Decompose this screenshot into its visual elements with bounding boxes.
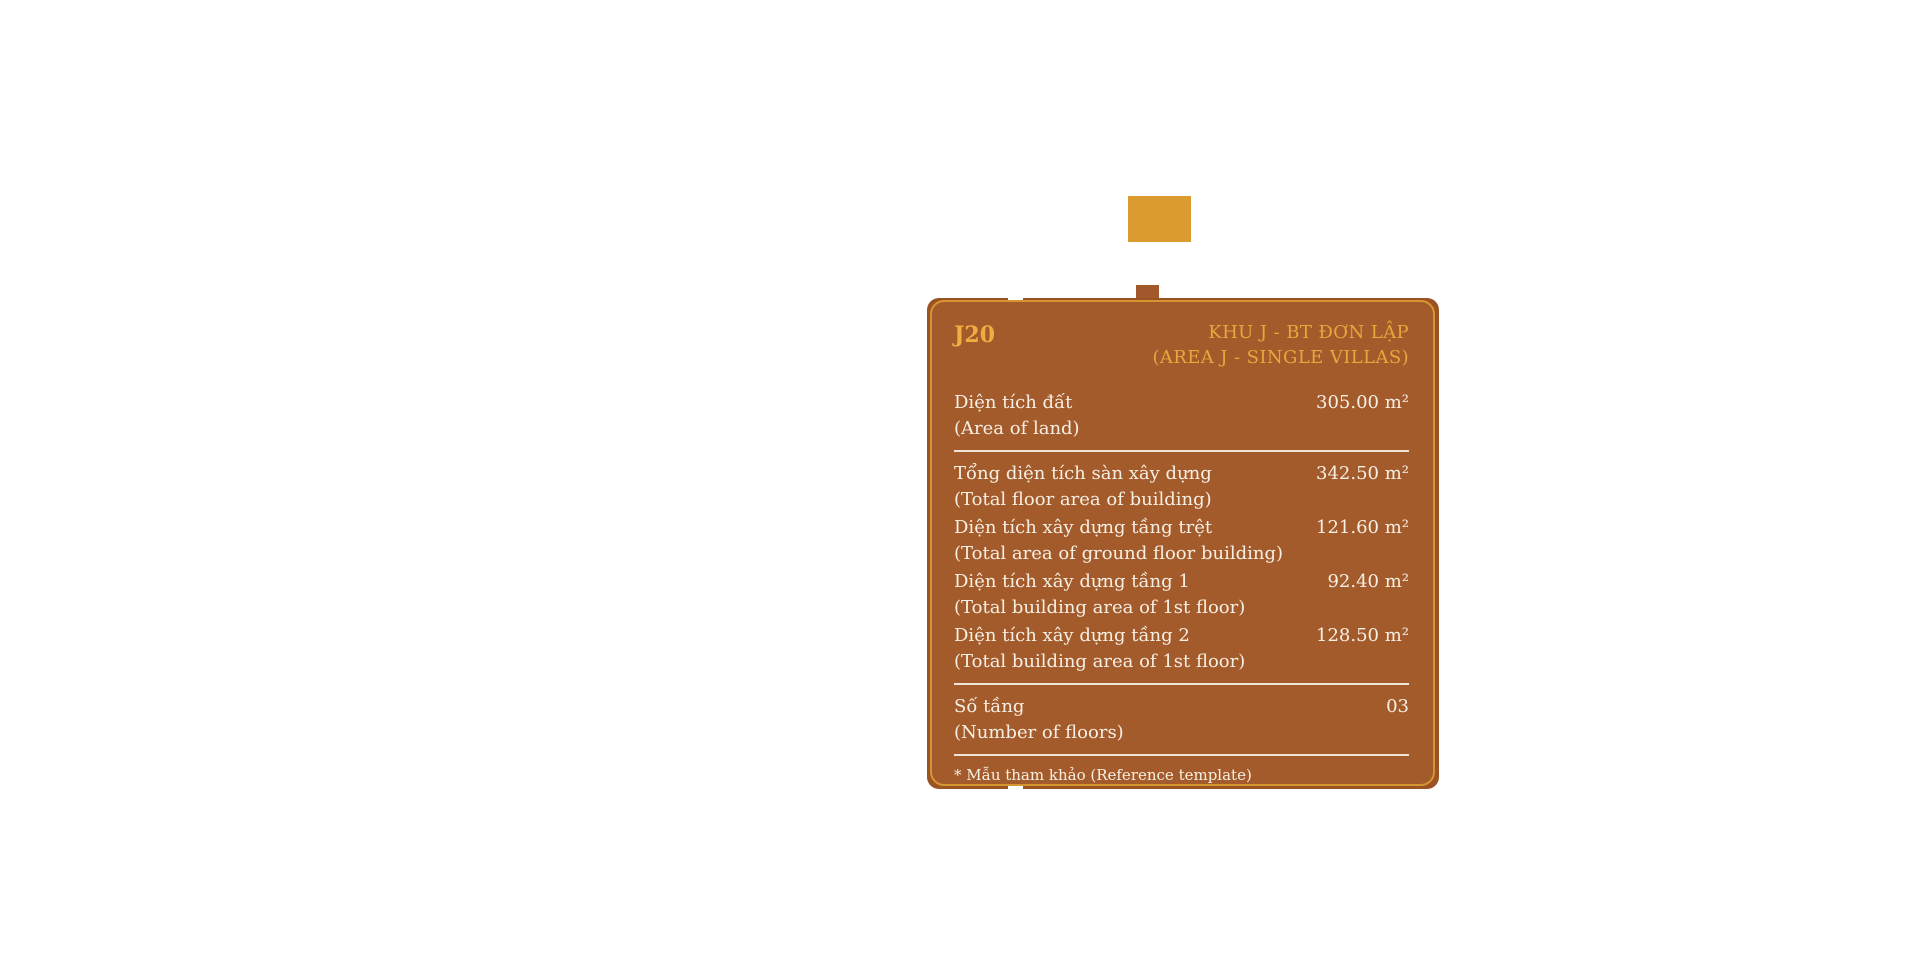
area-title <box>1152 320 1409 370</box>
separator <box>954 450 1409 452</box>
spec-row-first-floor-area <box>954 569 1409 621</box>
spec-row-number-of-floors <box>954 694 1409 746</box>
spec-label-vi: Diện tích đất <box>954 392 1073 413</box>
spec-row-labels <box>954 461 1212 513</box>
lot-id: J20 <box>954 322 996 348</box>
spec-row-second-floor-area <box>954 623 1409 675</box>
reference-footnote: * Mẫu tham khảo (Reference template) <box>954 766 1252 784</box>
spec-label-en: (Total floor area of building) <box>954 489 1212 510</box>
spec-label-vi: Diện tích xây dựng tầng trệt <box>954 517 1213 538</box>
area-title-en: (AREA J - SINGLE VILLAS) <box>1152 347 1409 368</box>
spec-row-total-floor-area <box>954 461 1409 513</box>
spec-value: 128.50 m² <box>1316 625 1409 646</box>
spec-label-en: (Total building area of 1st floor) <box>954 651 1246 672</box>
spec-row-land-area <box>954 390 1409 442</box>
selected-lot-marker[interactable] <box>1128 196 1191 242</box>
spec-row-labels <box>954 390 1080 442</box>
spec-label-vi: Diện tích xây dựng tầng 1 <box>954 571 1190 592</box>
spec-label-vi: Diện tích xây dựng tầng 2 <box>954 625 1190 646</box>
area-title-vi: KHU J - BT ĐƠN LẬP <box>1208 322 1409 343</box>
spec-value: 03 <box>1386 696 1409 717</box>
spec-value: 121.60 m² <box>1316 517 1409 538</box>
card-header <box>954 320 1409 370</box>
spec-value: 92.40 m² <box>1327 571 1409 592</box>
spec-label-vi: Số tầng <box>954 696 1025 717</box>
lot-info-card <box>930 300 1435 786</box>
spec-row-ground-floor-area <box>954 515 1409 567</box>
spec-row-labels <box>954 694 1124 746</box>
spec-label-en: (Number of floors) <box>954 722 1124 743</box>
spec-row-labels <box>954 623 1245 675</box>
spec-label-en: (Area of land) <box>954 418 1080 439</box>
spec-label-en: (Total area of ground floor building) <box>954 543 1284 564</box>
spec-row-labels <box>954 569 1245 621</box>
spec-rows <box>954 390 1409 785</box>
spec-label-vi: Tổng diện tích sàn xây dựng <box>954 463 1212 484</box>
spec-label-en: (Total building area of 1st floor) <box>954 597 1246 618</box>
spec-value: 342.50 m² <box>1316 463 1409 484</box>
separator <box>954 754 1409 756</box>
spec-row-labels <box>954 515 1283 567</box>
separator <box>954 683 1409 685</box>
spec-value: 305.00 m² <box>1316 392 1409 413</box>
